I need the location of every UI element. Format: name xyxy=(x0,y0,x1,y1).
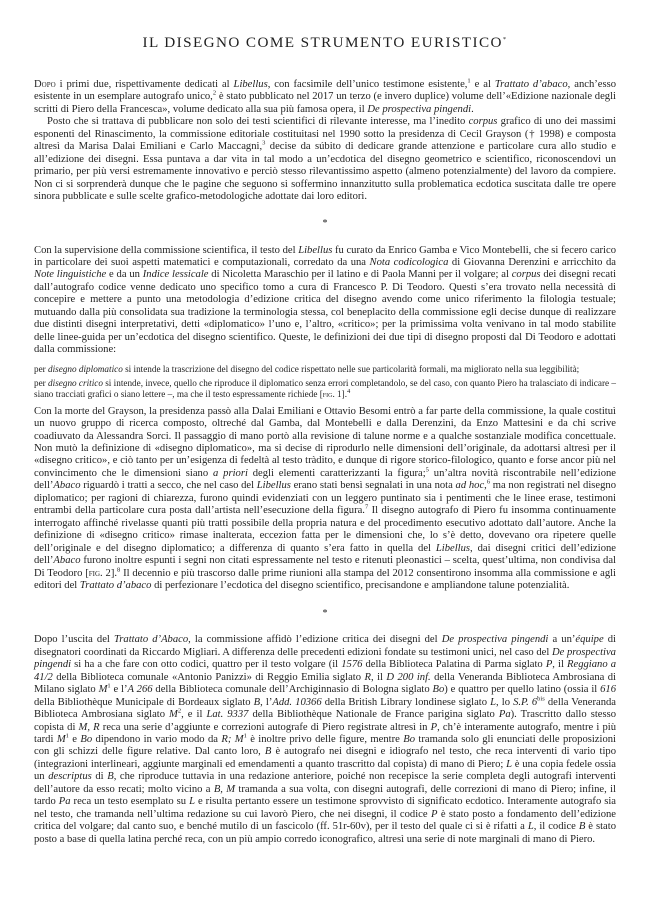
text-run: Posto che si trattava di pubblicare non solo dei testi scientifici di rilevante interesse, ma l’inedito xyxy=(47,116,469,128)
text-run: , che riproduce tuttavia in una redazione anteriore, poiché non recepisce la serie completa degli autografi interventi dell’autore da esso recati; molto vicino a xyxy=(34,771,616,795)
italic-run: De prospectiva pingendi xyxy=(34,646,616,671)
italic-run: Trattato d’abaco xyxy=(79,579,152,591)
text-run: si intende, invece, quello che riproduce il diplomatico senza errori completandolo, se del caso, con quanto Piero ha tralasciato di indicare – siano tracciati grafici o siano lettere –, ma che il testo espressamente richiede [ xyxy=(34,377,616,399)
text-run: reca una serie d’aggiunte e correzioni autografe di Piero registrate altresì in xyxy=(99,721,431,733)
text-run: grafico di uno dei massimi esponenti del Rinascimento, la commissione editoriale costituitasi nel 1990 sotto la presidenza di Cecil Grayson († 1998) e composta altresì da Marisa Dalai Emiliani e Carlo Maccagni, xyxy=(34,116,616,153)
text-run: , anch’esso esistente in un esemplare autografo unico, xyxy=(34,79,617,103)
italic-run: M xyxy=(56,734,66,746)
footnote-ref: 6 xyxy=(486,478,491,486)
italic-run: 1576 xyxy=(341,659,363,671)
italic-run: S.P. 6 xyxy=(513,696,538,708)
italic-run: corpus xyxy=(468,116,498,128)
italic-run: R; M xyxy=(221,734,244,746)
text-run: è inoltre privo delle figure, mentre xyxy=(246,734,404,746)
footnote-ref: 4 xyxy=(347,387,351,395)
text-run: Il disegno autografo di Piero fu insomma continuamente interrogato affinché rivelasse quanti più tratti possibile della propria natura e del procedimento esecutivo adottato dall’autore. Anche la definizione di «disegno critico» rimase inalterata, eccezion fatta per le dimensioni che, lo s’è detto, dovevano ora ripetere quelle dell’originale e del disegno diplomatico; a differenza di quanto s’era fatto in quella del xyxy=(34,505,616,554)
text-run: Dopo l’uscita del xyxy=(34,634,114,646)
text-run: della Biblioteca Palatina di Parma siglato xyxy=(362,659,546,671)
italic-run: équipe xyxy=(575,634,604,646)
section-2-paragraph-1 xyxy=(34,245,616,357)
text-run: di Nicoletta Maraschio per il latino e di Paola Manni per il volgare; al xyxy=(208,269,512,281)
italic-run: M xyxy=(169,709,178,721)
text-run: , l’ xyxy=(260,696,273,708)
text-run: , lo xyxy=(496,696,514,708)
italic-run: L xyxy=(527,821,534,833)
text-run: , il xyxy=(370,671,387,683)
text-run: e xyxy=(68,734,81,746)
italic-run: D 200 inf. xyxy=(386,671,431,683)
italic-run: Libellus xyxy=(256,480,291,492)
text-run: , ch’è interamente autografo, mentre i più tardi xyxy=(34,721,617,746)
text-run: è stato posto a base di quella latina perché reca, con un più ampio corredo iconografico, altresì una serie di note marginali di mano di Piero. xyxy=(34,821,616,845)
text-run: della Veneranda Biblioteca Ambrosiana di Milano siglato xyxy=(34,671,617,696)
italic-run: R xyxy=(364,671,371,683)
italic-run: Pa xyxy=(498,709,511,721)
text-run: della Biblioteca comunale «Antonio Panizzi» di Reggio Emilia siglato xyxy=(52,671,365,683)
figure-ref: fig. 1 xyxy=(322,388,342,399)
text-run: ma non registrati nel disegno diplomatico; per ragioni di chiarezza, furono quindi evidenziati con un leggero puntinato sia i pentimenti che le linee erase, testimoni entrambi della particolare cura posta dall’artista nell’esecuzione della figura. xyxy=(34,480,616,517)
italic-run: disegno critico xyxy=(48,377,103,388)
text-run: della British Library londinese siglato xyxy=(321,696,491,708)
text-run: e al xyxy=(470,79,495,90)
text-run: , dai disegni critici dell’edizione dell’ xyxy=(34,542,616,567)
italic-run: B xyxy=(107,771,114,783)
italic-run: A 266 xyxy=(127,684,153,696)
definition-critico xyxy=(34,378,616,400)
italic-run: Libellus xyxy=(233,79,268,90)
italic-run: Indice lessicale xyxy=(142,269,209,281)
text-run: ). Trascritto dallo stesso copista di xyxy=(34,709,617,733)
text-run: si intende la trascrizione del disegno del codice rispettato nelle sue particolarità formali, ma migliorato nella sua leggibilità; xyxy=(122,363,580,374)
text-run: a un’ xyxy=(548,634,576,646)
text-run: i primi due, rispettivamente dedicati al xyxy=(55,79,234,90)
text-run: decise da súbito di dedicare grande attenzione e particolare cura allo studio e all’edizione dei disegni. Essa puntava a dar vita in tal modo a un’ecdotica del disegno geometrico e scientifico, riconoscendovi un primario, per più versi estremamente innovativo e perciò stesso rilevantissimo aspetto (almeno potenzialmente) del lavoro da compiere. Non ci si sorprenderà dunque che le pagine che seguono si soffermino innanzitutto sulla problematica ecdotica suscitata dalle tre opere sinora pubblicate e sulle scelte grafico-metodologiche adottate dai loro editori. xyxy=(34,141,617,203)
text-run: Con la morte del Grayson, la presidenza passò alla Dalai Emiliani e Ottavio Besomi entrò a far parte della commissione, la quale costituì un nuovo gruppo di ricerca composto, oltreché dal Gamba, dal Montebelli e dalla Derenzini, da Enzo Mattesini e da chi scrive coadiuvato da Alessandra Sorci. Il passaggio di mano portò alla revisione di talune norme e a qualche sostanziale modifica concettuale. Non mutò la definizione di «disegno diplomatico», ma si decise di riprodurlo nelle dimensioni dell’originale, da adottarsi altresì per il «disegno critico», e ciò tanto per un’esigenza di fedeltà al testo tràdito, e dunque di rigore storico-filologico, quanto e forse ancor più nel convincimento che le dimensioni siano xyxy=(34,405,616,479)
section-3 xyxy=(34,634,616,846)
lead-word: Dopo xyxy=(34,79,56,90)
siglum-sup: 1 xyxy=(65,732,69,740)
italic-run: De prospectiva pingendi xyxy=(441,634,549,646)
italic-run: B, M xyxy=(213,783,236,795)
text-run: ]. xyxy=(341,388,347,399)
text-run: reca un testo esemplato su xyxy=(70,796,190,808)
footnote-ref: 5 xyxy=(425,466,429,474)
footnote-ref: 1 xyxy=(467,77,471,85)
text-run: della Bibliothèque Nationale de France parigina siglato xyxy=(248,709,499,721)
siglum-sup: 2 xyxy=(177,707,182,715)
text-run: della Veneranda Biblioteca Ambrosiana siglato xyxy=(34,696,616,721)
text-run: e l’ xyxy=(110,684,128,696)
definitions-block xyxy=(34,364,616,400)
section-1-paragraph-2 xyxy=(34,116,616,203)
footnote-ref: 2 xyxy=(212,89,217,97)
text-run: per xyxy=(34,363,49,374)
text-run: , il codice xyxy=(533,821,579,833)
italic-run: De prospectiva pingendi xyxy=(367,103,472,115)
text-run: di perfezionare l’ecdotica del disegno scientifico, precisandone e ampliandone talune potenzialità. xyxy=(151,579,570,591)
italic-run: descriptus xyxy=(48,771,92,783)
section-separator: * xyxy=(322,608,328,620)
text-run: è una copia fedele ossia un xyxy=(34,758,616,783)
italic-run: Libellus xyxy=(298,244,333,256)
section-1 xyxy=(34,79,616,204)
page-title xyxy=(34,34,616,52)
italic-run: P xyxy=(545,659,553,671)
section-separator: * xyxy=(322,217,328,229)
text-run: della Biblioteca comunale dell’Archiginnasio di Bologna siglato xyxy=(152,684,433,696)
text-run: , e il xyxy=(181,709,207,721)
text-run: di Giovanna Derenzini e arricchito da xyxy=(448,256,616,268)
text-run: Il decennio e più trascorso dalle prime riunioni alla stampa del 2012 consentirono insomma alla commissione e agli editori del xyxy=(34,567,616,591)
text-run: degli elementi caratterizzanti la figura; xyxy=(247,467,426,479)
definition-diplomatico xyxy=(34,364,616,375)
text-run: , il xyxy=(552,659,568,671)
italic-run: L xyxy=(506,758,513,770)
italic-run: disegno diplomatico xyxy=(48,363,123,374)
text-run: e risulta pertanto essere un testimone sprovvisto di significato ecdotico. Interamente autografo sia nel testo, che tramanda nell’ultima redazione su cui lavorò Piero, che nei disegni, il codice xyxy=(34,796,616,820)
italic-run: Trattato d’Abaco xyxy=(113,634,189,646)
italic-run: M, R xyxy=(78,721,100,733)
section-2 xyxy=(34,245,616,593)
italic-run: L xyxy=(490,696,497,708)
text-run: tramanda a sua volta, con disegni autografi, delle correzioni di mano di Piero; infine, il tardo xyxy=(34,783,617,808)
text-run: e da un xyxy=(106,269,143,281)
text-run: furono inoltre espunti i segni non citati espressamente nel testo e ritenuti pleonastici – scelta, quest’ultima, non condivisa dal Di Teodoro [ xyxy=(34,555,616,579)
text-run: di disegnatori coordinati da Riccardo Migliari. A differenza delle precedenti edizioni fondate su testimoni unici, nel caso del xyxy=(34,634,617,658)
text-run: di xyxy=(91,771,108,783)
siglum-sup: 1 xyxy=(243,732,247,740)
italic-run: Bo xyxy=(80,734,93,746)
italic-run: 616 xyxy=(600,684,616,696)
text-run: si ha a che fare con otto codici, quattro per il testo volgare (il xyxy=(71,659,342,671)
text-run: , la commissione affidò l’edizione critica dei disegni del xyxy=(188,634,442,646)
italic-run: P xyxy=(430,721,438,733)
figure-ref: fig. 2 xyxy=(88,567,111,579)
title-footnote-mark: * xyxy=(502,35,508,43)
italic-run: corpus xyxy=(511,269,541,281)
italic-run: Add. 10366 xyxy=(272,696,322,708)
italic-run: B xyxy=(253,696,261,708)
italic-run: B xyxy=(264,746,272,758)
text-run: dei disegni recati dall’autografo codice venne dedicato uno specifico tomo a cura di Francesco P. Di Teodoro. Questi s’era trovato nella necessità di concepire e mettere a punto una metodologia d’edizione critica del disegno avendo come unico riferimento la filologia testuale; mutuando dalla più consolidata sua tradizione la terminologia stessa, col beneplacito della commissione egli decise dunque di realizzare due distinti disegni interpretativi, detti «diplomatico» l’uno e, l’altro, «critico»; per la primissima volta venivano in tal modo stabilite delle linee-guida per un’ecdotica del disegno scientifico. Queste, le definizioni dei due tipi di disegno proposti dal Di Teodoro e adottati dalla commissione: xyxy=(34,269,617,356)
italic-run: Reggiano a 41/2 xyxy=(34,659,616,683)
italic-run: P xyxy=(430,808,438,820)
italic-run: Abaco xyxy=(53,555,81,567)
section-1-paragraph-1 xyxy=(34,79,616,116)
italic-run: ad hoc xyxy=(455,480,485,492)
italic-run: Abaco xyxy=(53,480,81,492)
siglum-sup: 1 xyxy=(107,682,111,690)
text-run: è stato pubblicato nel 2017 un terzo (e invero duplice) volume dell’«Edizione nazionale degli scritti di Piero della Francesca», volume dedicato alla sua più famosa opera, il xyxy=(34,91,616,115)
text-run: ]. xyxy=(110,567,117,579)
italic-run: Lat. 9337 xyxy=(206,709,249,721)
italic-run: Bo xyxy=(432,684,445,696)
italic-run: B xyxy=(578,821,586,833)
text-run: riguardò i tratti a secco, che nel caso del xyxy=(80,480,257,492)
siglum-sup: bis xyxy=(537,695,545,703)
footnote-ref: 7 xyxy=(364,503,369,511)
section-3-paragraph-1 xyxy=(34,634,616,846)
italic-run: Pa xyxy=(58,796,71,808)
italic-run: a priori xyxy=(213,467,248,479)
italic-run: Note linguistiche xyxy=(34,269,107,281)
footnote-ref: 8 xyxy=(117,565,121,573)
text-run: ) e quattro per quello latino (ossia il xyxy=(444,684,601,696)
text-run: , con facsimile dell’unico testimone esistente, xyxy=(267,79,468,90)
text-run: è stato posto a fondamento dell’edizione critica del volgare; dal canto suo, e benché mutilo di un fascicolo (ff. 51r-60v), per il testo del quale ci si è rifatti a xyxy=(34,808,616,833)
title-text: IL DISEGNO COME STRUMENTO EURISTICO xyxy=(142,34,503,51)
italic-run: Bo xyxy=(403,734,416,746)
text-run: erano stati bensì segnalati in una nota xyxy=(290,480,456,492)
italic-run: M xyxy=(98,684,108,696)
text-run: per xyxy=(34,377,49,388)
footnote-ref: 3 xyxy=(262,139,266,147)
text-run: , xyxy=(484,480,487,492)
text-run: un’altra novità riscontrabile nell’edizione dell’ xyxy=(34,467,616,492)
italic-run: L xyxy=(189,796,195,808)
text-run: è autografo nei disegni e idiografo nel testo, che reca interventi di vario tipo (integrazioni interlineari, aggiunte marginali ed emendamenti a quanto trascritto dal copista) di mano di Piero; xyxy=(34,746,617,770)
text-run: Con la supervisione della commissione scientifica, il testo del xyxy=(34,244,299,256)
text-run: della Bibliothèque Municipale di Bordeaux siglato xyxy=(34,696,254,708)
italic-run: Nota codicologica xyxy=(369,256,449,268)
text-run: . xyxy=(471,103,474,115)
text-run: fu curato da Enrico Gamba e Vico Montebelli, che si fecero carico in particolare dei suoi aspetti matematici e computazionali, corredato da una xyxy=(34,244,616,268)
section-2-paragraph-2 xyxy=(34,406,616,593)
italic-run: Libellus xyxy=(435,542,471,554)
italic-run: Trattato d’abaco xyxy=(494,79,568,90)
text-run: tramanda solo gli enunciati delle proposizioni con gli schizzi delle figure relative. Dal canto loro, xyxy=(34,734,616,758)
text-run: dipendono in vario modo da xyxy=(92,734,222,746)
